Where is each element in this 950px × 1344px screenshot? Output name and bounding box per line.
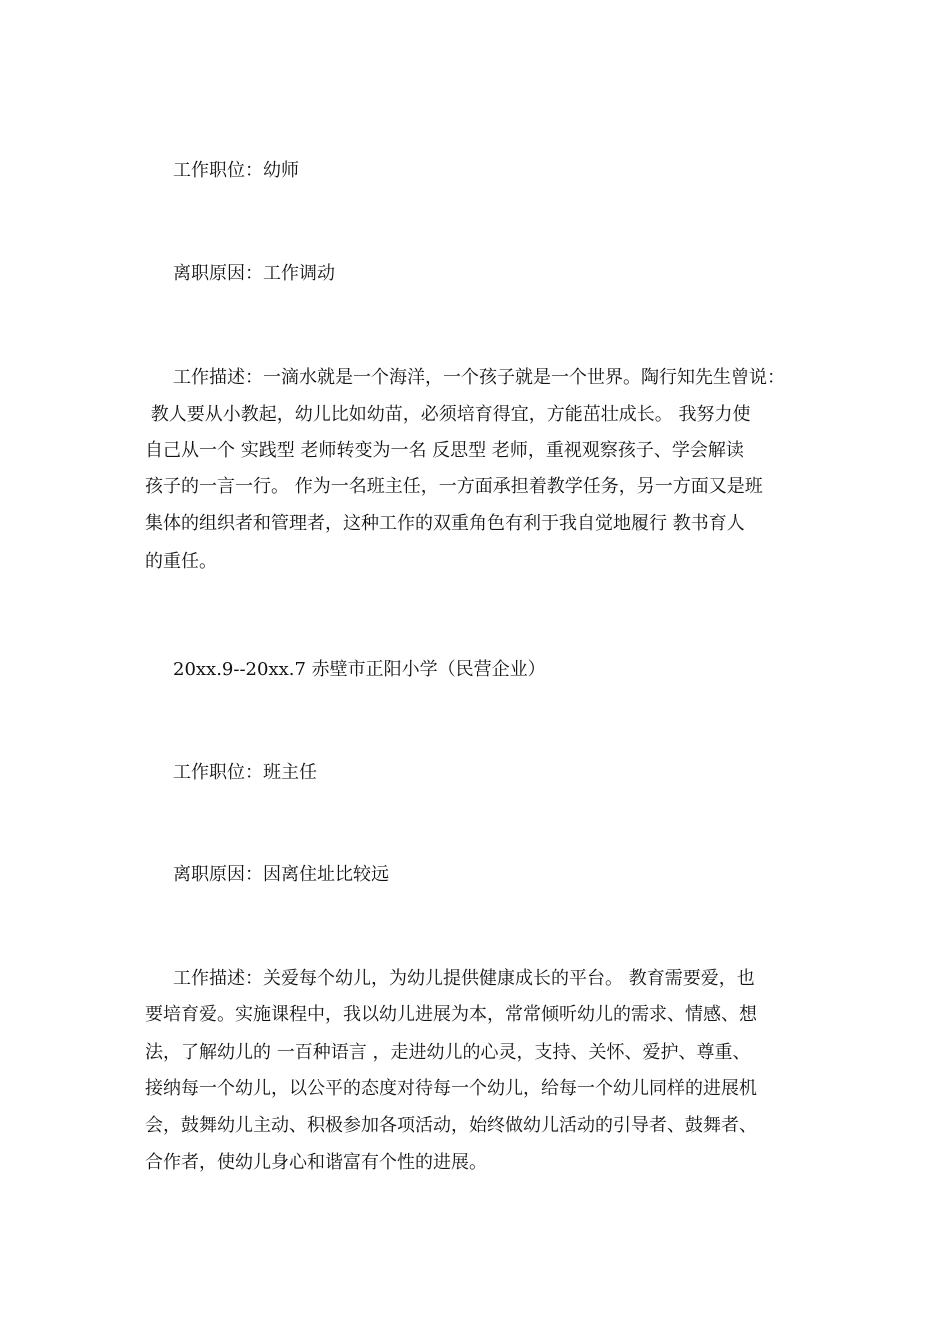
- desc1-line: 教人要从小教起，幼儿比如幼苗，必须培育得宜，方能茁壮成长。 我努力使: [145, 404, 751, 425]
- leave-reason-2: 离职原因：因离住址比较远: [173, 864, 389, 885]
- desc1-line: 工作描述：一滴水就是一个海洋，一个孩子就是一个世界。陶行知先生曾说：: [173, 367, 785, 388]
- desc1-line: 自己从一个 实践型 老师转变为一名 反思型 老师，重视观察孩子、学会解读: [145, 440, 744, 461]
- desc2-line: 合作者，使幼儿身心和谐富有个性的进展。: [145, 1152, 487, 1173]
- desc2-line: 要培育爱。实施课程中，我以幼儿进展为本，常常倾听幼儿的需求、情感、想: [145, 1004, 757, 1025]
- leave-reason-1: 离职原因：工作调动: [173, 263, 335, 284]
- desc1-line: 孩子的一言一行。 作为一名班主任，一方面承担着教学任务，另一方面又是班: [145, 476, 763, 497]
- desc2-line: 工作描述：关爱每个幼儿，为幼儿提供健康成长的平台。 教育需要爱，也: [173, 968, 755, 989]
- job-position-1: 工作职位：幼师: [173, 160, 299, 181]
- job-position-2: 工作职位：班主任: [173, 762, 317, 783]
- desc2-line: 会，鼓舞幼儿主动、积极参加各项活动，始终做幼儿活动的引导者、鼓舞者、: [145, 1115, 757, 1136]
- desc2-line: 接纳每一个幼儿，以公平的态度对待每一个幼儿，给每一个幼儿同样的进展机: [145, 1078, 757, 1099]
- employment-period-2: 20xx.9--20xx.7 赤壁市正阳小学（民营企业）: [173, 659, 546, 680]
- desc2-line: 法，了解幼儿的 一百种语言 ，走进幼儿的心灵，支持、关怀、爱护、尊重、: [145, 1042, 751, 1063]
- desc1-line: 集体的组织者和管理者，这种工作的双重角色有利于我自觉地履行 教书育人: [145, 513, 745, 534]
- desc1-line: 的重任。: [145, 551, 217, 572]
